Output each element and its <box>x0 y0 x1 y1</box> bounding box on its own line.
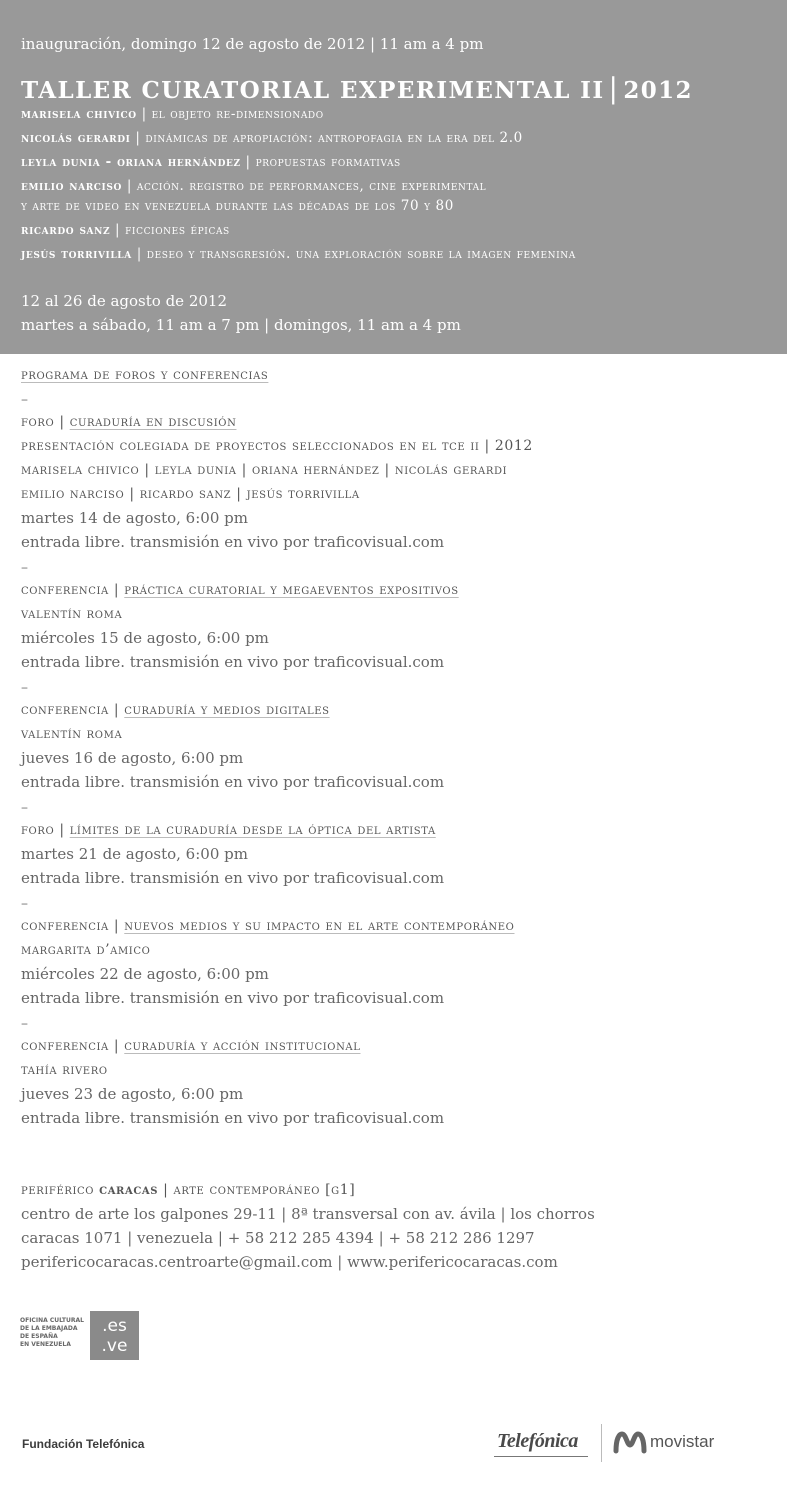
header-banner <box>0 0 787 354</box>
event-heading: conferencia | nuevos medios y su impacto en el arte contemporáneo <box>21 918 515 934</box>
project-name: jesús torrivilla <box>21 246 132 262</box>
event-speaker: margarita d’amico <box>21 942 151 958</box>
event-note: entrada libre. transmisión en vivo por traficovisual.com <box>21 653 445 671</box>
project-topic: propuestas formativas <box>255 154 401 170</box>
event-date: miércoles 22 de agosto, 6:00 pm <box>21 965 269 983</box>
project-name: ricardo sanz <box>21 222 111 238</box>
esve-logo: .es .ve <box>90 1311 139 1360</box>
event-heading: foro | límites de la curaduría desde la óptica del artista <box>21 822 436 838</box>
event-note: entrada libre. transmisión en vivo por traficovisual.com <box>21 533 445 551</box>
project-line: emilio narciso | acción. registro de performances, cine experimental <box>21 178 487 194</box>
event-separator: – <box>21 392 28 408</box>
event-separator: – <box>21 560 28 576</box>
event-type: conferencia <box>21 918 109 934</box>
event-heading: conferencia | curaduría y medios digitales <box>21 702 330 718</box>
exhibition-dates: 12 al 26 de agosto de 2012 <box>21 292 227 310</box>
event-title-link[interactable]: curaduría y acción institucional <box>124 1038 361 1054</box>
project-name: nicolás gerardi <box>21 130 131 146</box>
project-line: marisela chivico | el objeto re-dimensionado <box>21 106 324 122</box>
project-topic: acción. registro de performances, cine experimental <box>136 178 487 194</box>
event-date: jueves 23 de agosto, 6:00 pm <box>21 1085 244 1103</box>
event-heading: conferencia | práctica curatorial y megaeventos expositivos <box>21 582 459 598</box>
movistar-logo: movistar <box>650 1432 715 1451</box>
event-date: miércoles 15 de agosto, 6:00 pm <box>21 629 269 647</box>
project-name: marisela chivico <box>21 106 137 122</box>
event-note: entrada libre. transmisión en vivo por traficovisual.com <box>21 869 445 887</box>
project-line: jesús torrivilla | deseo y transgresión. una exploración sobre la imagen femenina <box>21 246 576 262</box>
event-note: entrada libre. transmisión en vivo por traficovisual.com <box>21 1109 445 1127</box>
embassy-logo-text: OFICINA CULTURAL DE LA EMBAJADA DE ESPAÑA EN VENEZUELA <box>20 1317 84 1348</box>
telefonica-logo: Telefónica <box>497 1430 578 1452</box>
telefonica-underline <box>494 1456 588 1457</box>
event-heading: conferencia | curaduría y acción institucional <box>21 1038 361 1054</box>
event-separator: – <box>21 800 28 816</box>
event-title-link[interactable]: límites de la curaduría desde la óptica del artista <box>69 822 436 838</box>
project-name: emilio narciso <box>21 178 122 194</box>
project-topic: dinámicas de apropiación: antropofagia en la era del 2.0 <box>145 130 523 146</box>
exhibition-hours: martes a sábado, 11 am a 7 pm | domingos, 11 am a 4 pm <box>21 316 461 334</box>
fundacion-telefonica-logo: Fundación Telefónica <box>22 1437 145 1451</box>
event-title-link[interactable]: nuevos medios y su impacto en el arte contemporáneo <box>124 918 515 934</box>
project-topic-continuation: y arte de video en venezuela durante las décadas de los 70 y 80 <box>21 198 454 214</box>
event-detail: marisela chivico | leyla dunia | oriana hernández | nicolás gerardi <box>21 462 508 478</box>
event-separator: – <box>21 896 28 912</box>
event-title-link[interactable]: práctica curatorial y megaeventos expositivos <box>124 582 459 598</box>
event-note: entrada libre. transmisión en vivo por traficovisual.com <box>21 989 445 1007</box>
title-separator: | <box>608 72 620 105</box>
project-topic: ficciones épicas <box>125 222 230 238</box>
project-topic: el objeto re-dimensionado <box>151 106 324 122</box>
event-title-link[interactable]: curaduría en discusión <box>69 414 237 430</box>
project-name: leyla dunia - oriana hernández <box>21 154 241 170</box>
program-heading: programa de foros y conferencias <box>21 367 269 383</box>
venue-phones: caracas 1071 | venezuela | + 58 212 285 4394 | + 58 212 286 1297 <box>21 1229 535 1247</box>
venue-contact-links[interactable]: perifericocaracas.centroarte@gmail.com | www.perifericocaracas.com <box>21 1253 558 1271</box>
event-type: foro <box>21 822 55 838</box>
event-date: jueves 16 de agosto, 6:00 pm <box>21 749 244 767</box>
event-detail: presentación colegiada de proyectos seleccionados en el tce ii | 2012 <box>21 438 533 454</box>
event-type: conferencia <box>21 702 109 718</box>
movistar-m-icon <box>613 1431 647 1455</box>
event-type: conferencia <box>21 582 109 598</box>
event-heading: foro | curaduría en discusión <box>21 414 237 430</box>
event-separator: – <box>21 680 28 696</box>
project-line: nicolás gerardi | dinámicas de apropiación: antropofagia en la era del 2.0 <box>21 130 523 146</box>
title-text: TALLER CURATORIAL EXPERIMENTAL II <box>21 77 605 104</box>
title-year: 2012 <box>623 77 693 104</box>
venue-name: periférico caracas | arte contemporáneo [g1] <box>21 1182 356 1198</box>
event-speaker: valentín roma <box>21 726 123 742</box>
event-separator: – <box>21 1016 28 1032</box>
logo-divider <box>601 1424 602 1462</box>
event-type: conferencia <box>21 1038 109 1054</box>
page-title <box>21 72 693 105</box>
event-speaker: tahía rivero <box>21 1062 108 1078</box>
event-detail: emilio narciso | ricardo sanz | jesús torrivilla <box>21 486 360 502</box>
event-type: foro <box>21 414 55 430</box>
event-date: martes 21 de agosto, 6:00 pm <box>21 845 248 863</box>
event-speaker: valentín roma <box>21 606 123 622</box>
project-topic: deseo y transgresión. una exploración sobre la imagen femenina <box>146 246 576 262</box>
venue-address: centro de arte los galpones 29-11 | 8ª transversal con av. ávila | los chorros <box>21 1205 595 1223</box>
project-line: ricardo sanz | ficciones épicas <box>21 222 230 238</box>
project-line: leyla dunia - oriana hernández | propuestas formativas <box>21 154 401 170</box>
inauguration-line: inauguración, domingo 12 de agosto de 2012 | 11 am a 4 pm <box>21 35 484 53</box>
event-note: entrada libre. transmisión en vivo por traficovisual.com <box>21 773 445 791</box>
event-date: martes 14 de agosto, 6:00 pm <box>21 509 248 527</box>
event-title-link[interactable]: curaduría y medios digitales <box>124 702 330 718</box>
